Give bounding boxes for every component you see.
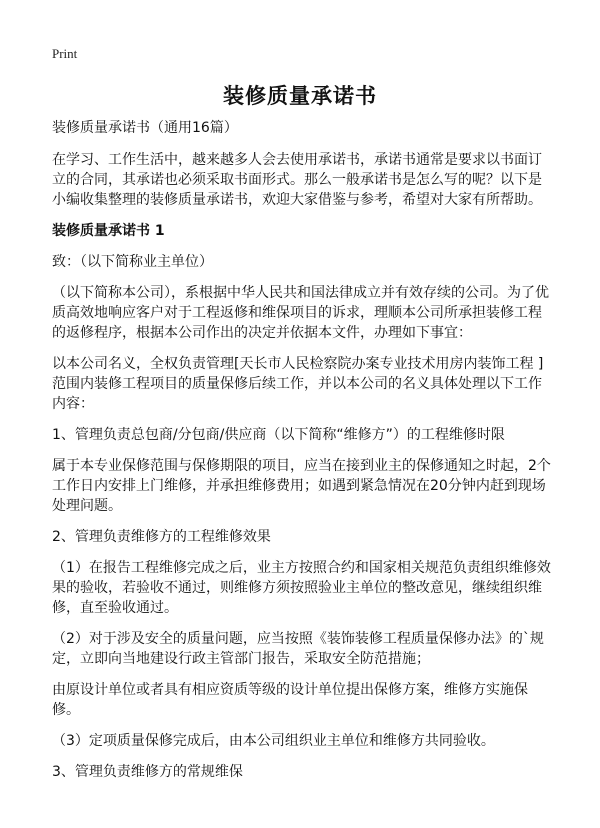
print-link[interactable]: Print (52, 46, 78, 61)
body-paragraph: （以下简称本公司），系根据中华人民共和国法律成立并有效存续的公司。为了优质高效地响应客户对于工程返修和维保项目的诉求，理顺本公司所承担装修工程的返修程序，根据本公司作出的决定并依据本文件，办理如下事宜： (52, 285, 549, 341)
intro-paragraph: 在学习、工作生活中，越来越多人会去使用承诺书，承诺书通常是要求以书面订立的合同，其承诺也必须采取书面形式。那么一般承诺书是怎么写的呢？以下是小编收集整理的装修质量承诺书，欢迎大家借鉴与参考，希望对大家有所帮助。 (52, 152, 542, 208)
document-subtitle: 装修质量承诺书（通用16篇） (52, 120, 238, 136)
body-paragraph: 属于本专业保修范围与保修期限的项目，应当在接到业主的保修通知之时起，2个工作日内安排上门维修，并承担维修费用；如遇到紧急情况在20分钟内赶到现场处理问题。 (52, 458, 551, 514)
section-heading: 装修质量承诺书 1 (52, 223, 165, 239)
body-paragraph: （3）定项质量保修完成后，由本公司组织业主单位和维修方共同验收。 (52, 733, 495, 749)
body-paragraph: 由原设计单位或者具有相应资质等级的设计单位提出保修方案，维修方实施保修。 (52, 682, 528, 718)
clause-heading: 2、管理负责维修方的工程维修效果 (52, 529, 271, 545)
clause-heading: 1、管理负责总包商/分包商/供应商（以下简称“维修方”）的工程维修时限 (52, 427, 505, 443)
document-body (52, 118, 552, 793)
body-paragraph: （2）对于涉及安全的质量问题，应当按照《装饰装修工程质量保修办法》的`规定，立即向当地建设行政主管部门报告，采取安全防范措施； (52, 631, 544, 667)
addressee-line: 致：（以下简称业主单位） (52, 254, 213, 270)
body-paragraph: （1）在报告工程维修完成之后，业主方按照合约和国家相关规范负责组织维修效果的验收，若验收不通过，则维修方须按照验业主单位的整改意见，继续组织维修，直至验收通过。 (52, 560, 551, 616)
clause-heading: 3、管理负责维修方的常规维保 (52, 764, 243, 780)
body-paragraph: 以本公司名义，全权负责管理[天长市人民检察院办案专业技术用房内装饰工程 ]范围内装修工程项目的质量保修后续工作，并以本公司的名义具体处理以下工作内容： (52, 356, 544, 412)
document-title: 装修质量承诺书 (223, 84, 377, 108)
